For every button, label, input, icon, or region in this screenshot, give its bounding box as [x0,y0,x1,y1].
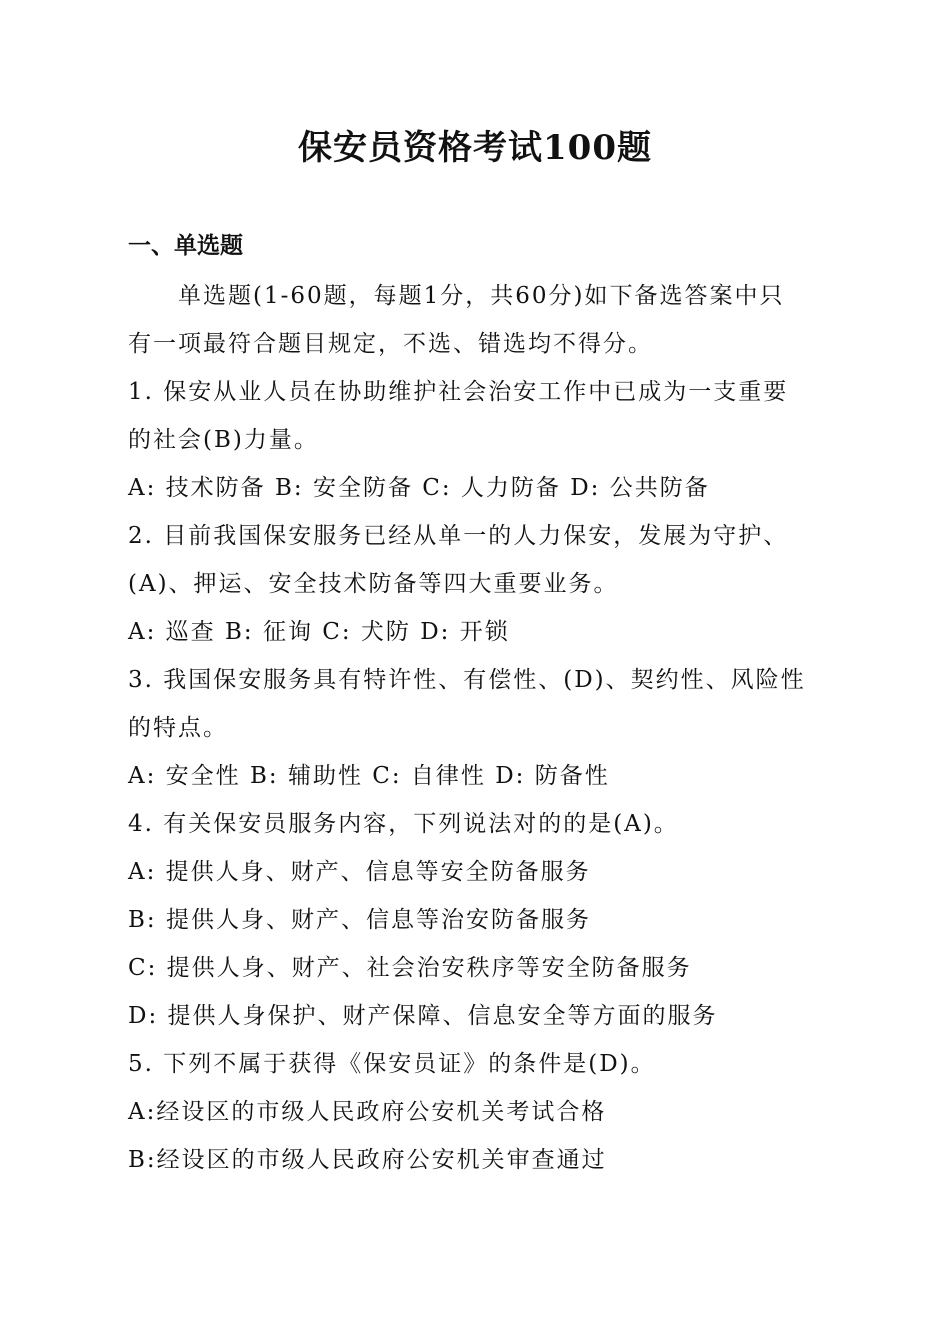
question-3-options: A: 安全性 B: 辅助性 C: 自律性 D: 防备性 [128,763,610,789]
question-3-line-1: 3. 我国保安服务具有特许性、有偿性、(D)、契约性、风险性 [128,667,806,693]
question-1-line-2: 的社会(B)力量。 [128,427,319,453]
intro-line-2: 有一项最符合题目规定，不选、错选均不得分。 [128,331,653,357]
question-1-line-1: 1. 保安从业人员在协助维护社会治安工作中已成为一支重要 [128,379,789,405]
question-2-options: A: 巡查 B: 征询 C: 犬防 D: 开锁 [128,619,510,645]
question-5-line-1: 5. 下列不属于获得《保安员证》的条件是(D)。 [128,1051,656,1077]
document-body [128,272,828,1184]
question-4-option-d: D: 提供人身保护、财产保障、信息安全等方面的服务 [128,1003,718,1029]
question-4-option-b: B: 提供人身、财产、信息等治安防备服务 [128,907,591,933]
question-4-option-c: C: 提供人身、财产、社会治安秩序等安全防备服务 [128,955,692,981]
question-1-options: A: 技术防备 B: 安全防备 C: 人力防备 D: 公共防备 [128,475,710,501]
question-4-line-1: 4. 有关保安员服务内容，下列说法对的的是(A)。 [128,811,679,837]
question-2-line-1: 2. 目前我国保安服务已经从单一的人力保安，发展为守护、 [128,523,789,549]
question-5-option-b: B:经设区的市级人民政府公安机关审查通过 [128,1147,607,1173]
question-4-option-a: A: 提供人身、财产、信息等安全防备服务 [128,859,591,885]
question-3-line-2: 的特点。 [128,715,228,741]
intro-line-1: 单选题(1-60题，每题1分，共60分)如下备选答案中只 [178,283,785,309]
section-heading: 一、单选题 [128,233,243,259]
question-5-option-a: A:经设区的市级人民政府公安机关考试合格 [128,1099,607,1125]
question-2-line-2: (A)、押运、安全技术防备等四大重要业务。 [128,571,619,597]
document-title: 保安员资格考试100题 [298,128,652,168]
